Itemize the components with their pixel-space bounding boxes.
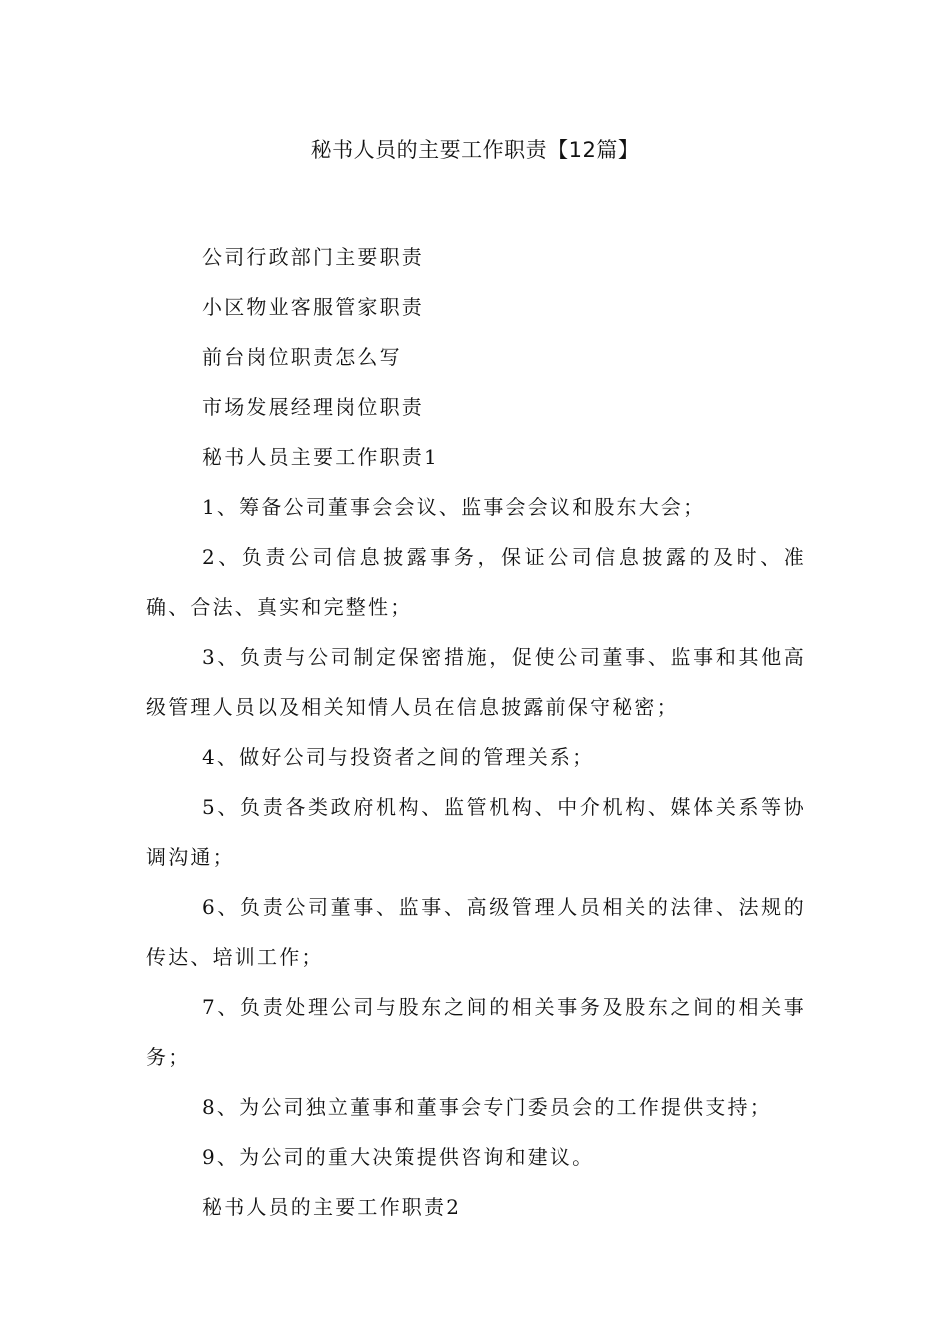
duty-item-9: 9、为公司的重大决策提供咨询和建议。 xyxy=(202,1145,595,1169)
toc-item-property-service: 小区物业客服管家职责 xyxy=(202,295,424,319)
section-heading-2: 秘书人员的主要工作职责2 xyxy=(202,1195,462,1219)
duty-item-2: 2、负责公司信息披露事务，保证公司信息披露的及时、准确、合法、真实和完整性； xyxy=(146,545,806,619)
document-body xyxy=(146,232,806,1232)
document-title: 秘书人员的主要工作职责【12篇】 xyxy=(310,138,640,162)
toc-item-market-manager: 市场发展经理岗位职责 xyxy=(202,395,424,419)
section-heading-1: 秘书人员主要工作职责1 xyxy=(202,445,439,469)
duty-item-6: 6、负责公司董事、监事、高级管理人员相关的法律、法规的传达、培训工作； xyxy=(146,895,806,969)
toc-item-front-desk: 前台岗位职责怎么写 xyxy=(202,345,402,369)
duty-item-4: 4、做好公司与投资者之间的管理关系； xyxy=(202,745,595,769)
duty-item-1: 1、筹备公司董事会会议、监事会会议和股东大会； xyxy=(202,495,706,519)
toc-item-admin-dept: 公司行政部门主要职责 xyxy=(202,245,424,269)
duty-item-5: 5、负责各类政府机构、监管机构、中介机构、媒体关系等协调沟通； xyxy=(146,795,806,869)
duty-item-7: 7、负责处理公司与股东之间的相关事务及股东之间的相关事务； xyxy=(146,995,806,1069)
duty-item-8: 8、为公司独立董事和董事会专门委员会的工作提供支持； xyxy=(202,1095,772,1119)
duty-item-3: 3、负责与公司制定保密措施，促使公司董事、监事和其他高级管理人员以及相关知情人员在信息披露前保守秘密； xyxy=(146,645,806,719)
